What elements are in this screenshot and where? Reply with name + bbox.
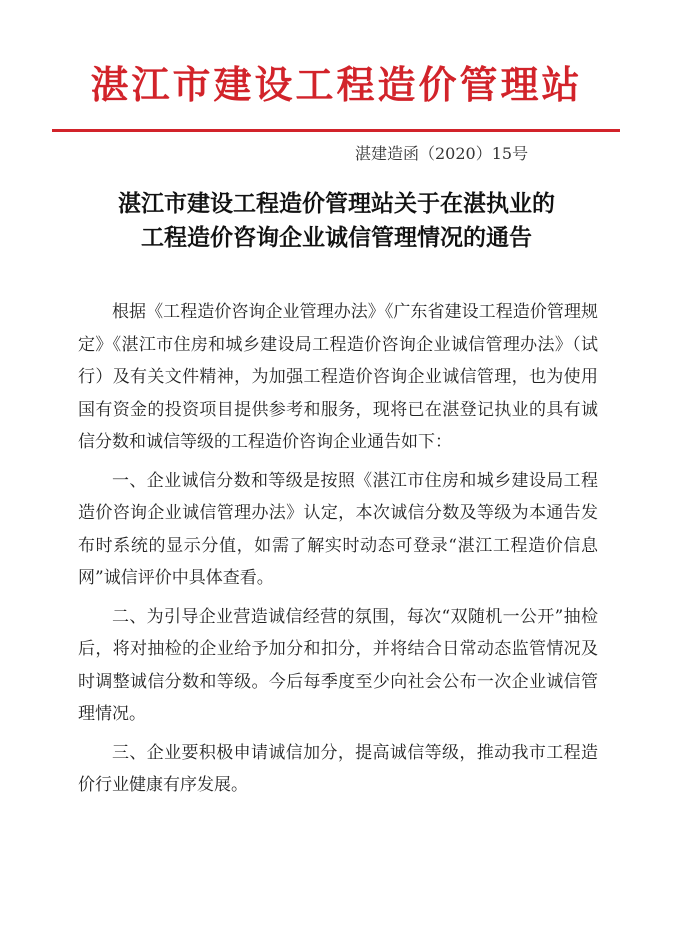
document-number: 湛建造函（2020）15号 (355, 144, 529, 163)
title-line-1: 湛江市建设工程造价管理站关于在湛执业的 (118, 190, 555, 217)
document-title (40, 187, 633, 255)
title-line-2: 工程造价咨询企业诚信管理情况的通告 (141, 224, 532, 251)
body-paragraph-intro: 根据《工程造价咨询企业管理办法》《广东省建设工程造价管理规定》《湛江市住房和城乡建设局工程造价咨询企业诚信管理办法》（试行）及有关文件精神，为加强工程造价咨询企业诚信管理，也为使用国有资金的投资项目提供参考和服务，现将已在湛登记执业的具有诚信分数和诚信等级的工程造价咨询企业通告如下： (78, 302, 598, 452)
body-paragraph-3: 三、企业要积极申请诚信加分，提高诚信等级，推动我市工程造价行业健康有序发展。 (78, 742, 598, 795)
body-paragraph-2: 二、为引导企业营造诚信经营的氛围，每次“双随机一公开”抽检后，将对抽检的企业给予加分和扣分，并将结合日常动态监管情况及时调整诚信分数和等级。今后每季度至少向社会公布一次企业诚信管理情况。 (78, 606, 598, 724)
body-paragraph-1: 一、企业诚信分数和等级是按照《湛江市住房和城乡建设局工程造价咨询企业诚信管理办法》认定，本次诚信分数及等级为本通告发布时系统的显示分值，如需了解实时动态可登录“湛江工程造价信息网”诚信评价中具体查看。 (78, 470, 598, 588)
document-body (78, 296, 598, 802)
red-divider-line (52, 129, 620, 132)
masthead-title: 湛江市建设工程造价管理站 (90, 62, 583, 107)
